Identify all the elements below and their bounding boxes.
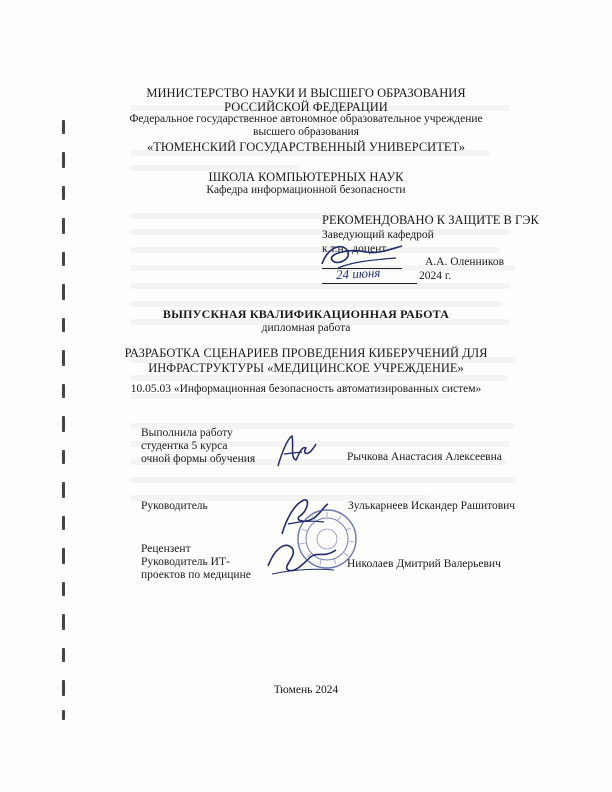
reviewer-role-line-3: проектов по медицине	[141, 569, 251, 581]
author-role-line-3: очной формы обучения	[141, 453, 256, 465]
work-title: ВЫПУСКНАЯ КВАЛИФИКАЦИОННАЯ РАБОТА	[162, 307, 450, 321]
author-role-line-2: студентка 5 курса	[141, 440, 228, 452]
recommended-label: РЕКОМЕНДОВАНО К ЗАЩИТЕ В ГЭК	[322, 213, 539, 227]
author-name: Рычкова Анастасия Алексеевна	[347, 451, 502, 463]
topic-line-2: ИНФРАСТРУКТУРЫ «МЕДИЦИНСКОЕ УЧРЕЖДЕНИЕ»	[148, 361, 464, 375]
binding-marks	[62, 120, 68, 720]
city-year: Тюмень 2024	[273, 684, 339, 696]
university-name: «ТЮМЕНСКИЙ ГОСУДАРСТВЕННЫЙ УНИВЕРСИТЕТ»	[146, 140, 466, 154]
reviewer-role-line-2: Руководитель ИТ-	[141, 556, 230, 568]
author-role-line-1: Выполнила работу	[141, 427, 233, 439]
specialty: 10.05.03 «Информационная безопасность автоматизированных систем»	[130, 383, 482, 395]
department-name: Кафедра информационной безопасности	[206, 184, 406, 196]
institution-heading	[0, 113, 612, 139]
ministry-line-2: РОССИЙСКОЙ ФЕДЕРАЦИИ	[224, 100, 388, 114]
head-title: Заведующий кафедрой	[322, 229, 434, 241]
work-topic	[0, 346, 612, 376]
handwritten-date: 24 июня	[335, 264, 381, 283]
supervisor-name: Зулькарнеев Искандер Рашитович	[348, 500, 516, 512]
institution-line-1: Федеральное государственное автономное образовательное учреждение	[129, 113, 483, 125]
ministry-line-1: МИНИСТЕРСТВО НАУКИ И ВЫСШЕГО ОБРАЗОВАНИЯ	[146, 86, 466, 100]
institution-line-2: высшего образования	[253, 126, 359, 138]
reviewer-role	[141, 543, 251, 582]
reviewer-name: Николаев Дмитрий Валерьевич	[347, 558, 501, 570]
school-name: ШКОЛА КОМПЬЮТЕРНЫХ НАУК	[208, 170, 404, 184]
author-signature	[272, 432, 322, 472]
work-subtitle: дипломная работа	[261, 322, 351, 334]
ministry-heading	[0, 86, 612, 114]
topic-line-1: РАЗРАБОТКА СЦЕНАРИЕВ ПРОВЕДЕНИЯ КИБЕРУЧЕНИЙ ДЛЯ	[124, 346, 488, 360]
head-degree: к.т.н., доцент	[322, 243, 387, 255]
organization-stamp	[296, 508, 358, 570]
head-signature	[318, 238, 408, 272]
reviewer-role-line-1: Рецензент	[141, 543, 191, 555]
head-name: А.А. Оленников	[425, 256, 505, 268]
author-role	[141, 427, 255, 466]
approval-year: 2024 г.	[419, 270, 452, 282]
supervisor-role: Руководитель	[141, 500, 208, 512]
